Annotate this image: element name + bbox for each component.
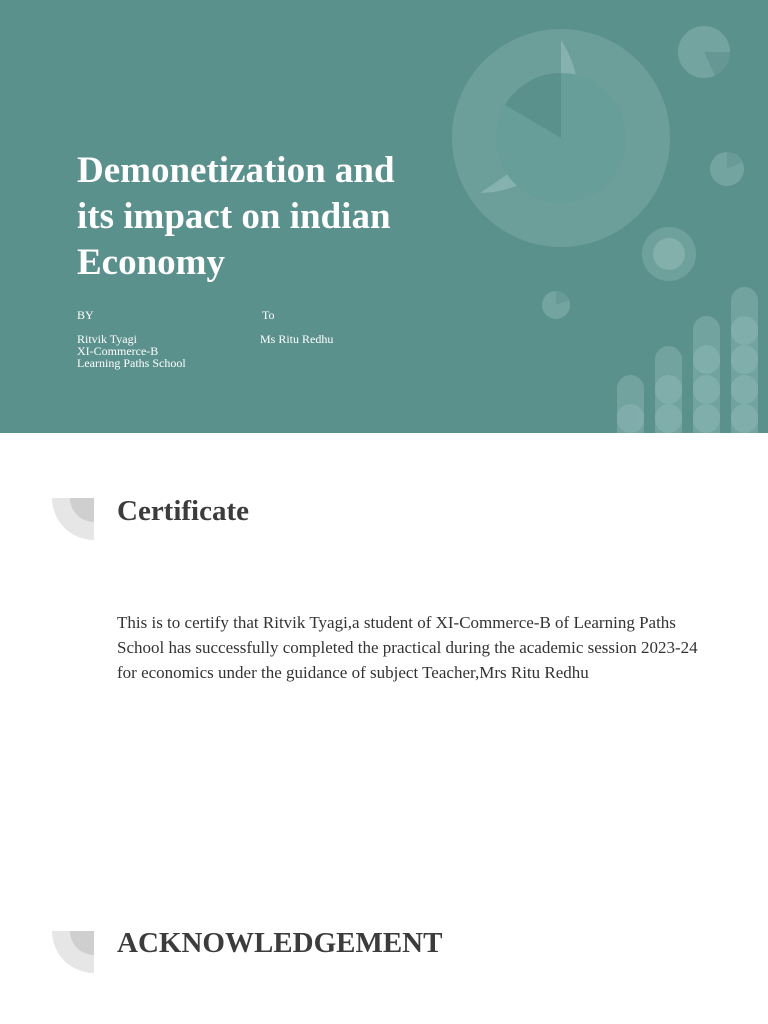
acknowledgement-heading: ACKNOWLEDGEMENT: [117, 927, 443, 959]
quarter-circle-decoration: [52, 931, 96, 975]
certificate-body: This is to certify that Ritvik Tyagi,a student of XI-Commerce-B of Learning Paths School has successfully completed the practical during the academic session 2023-24 for economics under the guidance of subject Teacher,Mrs Ritu Redhu: [117, 613, 698, 682]
student-name: Ritvik Tyagi: [77, 332, 137, 346]
pie-decoration-tiny: [542, 291, 570, 319]
by-label: BY: [77, 308, 94, 322]
pie-decoration-small: [710, 152, 744, 186]
certificate-section: [0, 433, 768, 873]
ring-decoration: [642, 227, 696, 281]
document-title: Demonetization and its impact on indian Economy: [77, 150, 395, 283]
teacher-name: Ms Ritu Redhu: [260, 332, 334, 346]
student-class: XI-Commerce-B: [77, 344, 159, 358]
certificate-heading: Certificate: [117, 495, 250, 527]
quarter-circle-decoration: [52, 498, 96, 542]
donut-chart-decoration: [452, 29, 670, 247]
pie-decoration-top-right: [678, 26, 730, 78]
school-name: Learning Paths School: [77, 356, 186, 370]
to-label: To: [262, 308, 275, 322]
recipient-info: [260, 333, 333, 345]
author-info: [77, 333, 186, 369]
cover-section: [0, 0, 768, 433]
acknowledgement-section: [0, 873, 768, 1024]
